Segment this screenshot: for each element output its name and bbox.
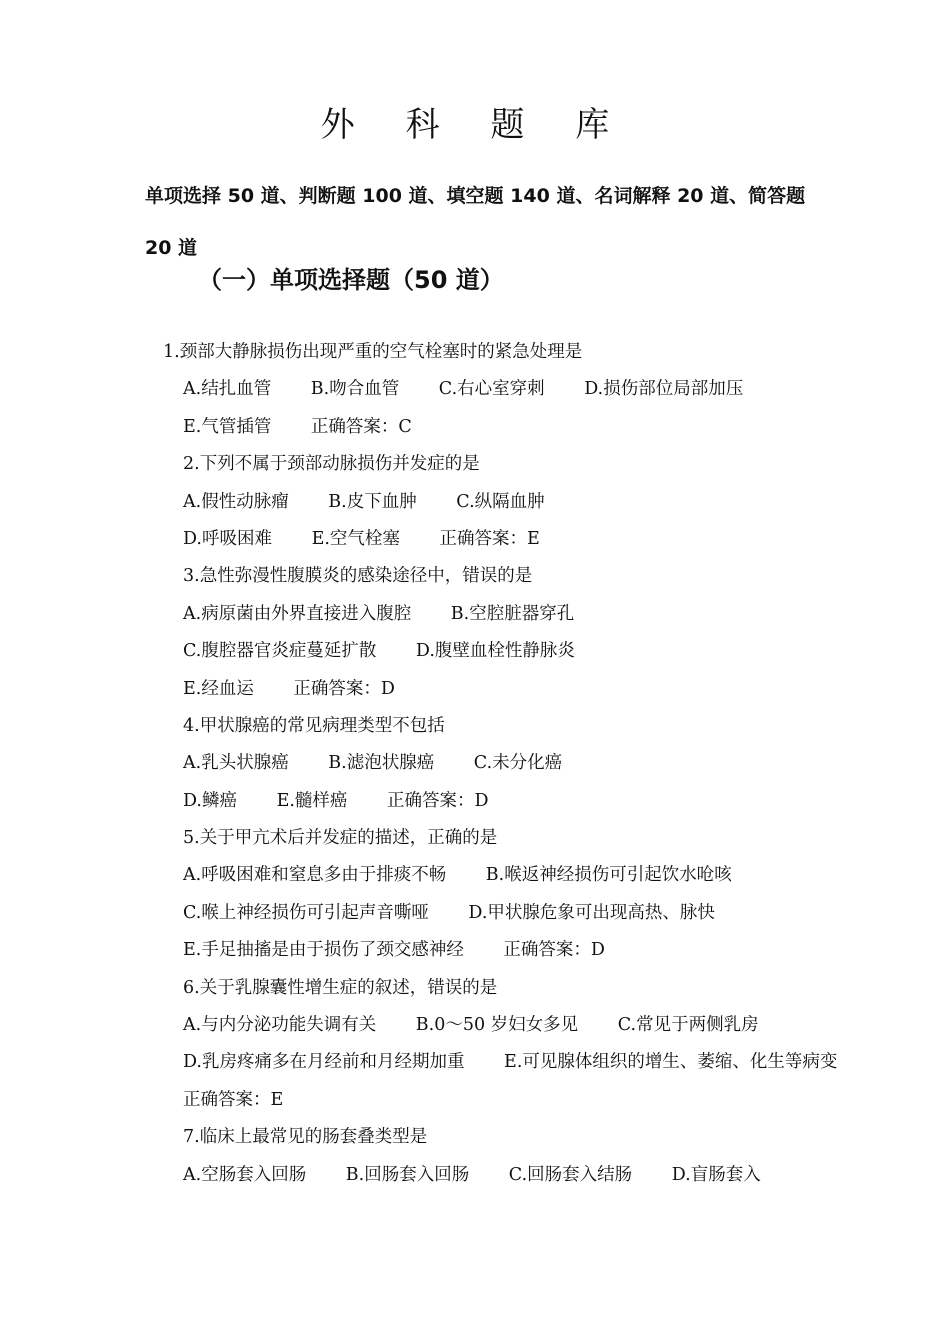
question-stem: 6.关于乳腺囊性增生症的叙述，错误的是	[183, 977, 498, 998]
option: C.回肠套入结肠	[508, 1164, 633, 1185]
option-line	[145, 932, 815, 969]
option: E.手足抽搐是由于损伤了颈交感神经	[183, 940, 464, 961]
question-list	[145, 334, 838, 1194]
option: E.空气栓塞	[311, 528, 400, 549]
option: D.甲状腺危象可出现高热、脉快	[468, 902, 715, 923]
option: E.气管插管	[183, 416, 272, 437]
question-stem: 4.甲状腺癌的常见病理类型不包括	[183, 715, 445, 736]
option: C.右心室穿刺	[438, 379, 545, 400]
option: C.腹腔器官炎症蔓延扩散	[183, 641, 377, 662]
option-line	[145, 633, 815, 670]
answer: 正确答案：D	[386, 790, 489, 811]
option: C.未分化癌	[473, 753, 563, 774]
option: D.腹壁血栓性静脉炎	[415, 641, 575, 662]
option: D.呼吸困难	[183, 528, 272, 549]
answer: 正确答案：D	[503, 940, 605, 961]
option: B.回肠套入回肠	[345, 1164, 470, 1185]
option: A.假性动脉瘤	[183, 491, 289, 512]
option: B.喉返神经损伤可引起饮水呛咳	[485, 865, 732, 886]
option: C.喉上神经损伤可引起声音嘶哑	[183, 902, 429, 923]
option: E.经血运	[183, 678, 254, 699]
option: D.鳞癌	[183, 790, 237, 811]
answer: 正确答案：E	[439, 528, 540, 549]
option: A.空肠套入回肠	[183, 1164, 307, 1185]
option: C.纵隔血肿	[456, 491, 545, 512]
option: D.盲肠套入	[671, 1164, 761, 1185]
option: E.髓样癌	[276, 790, 348, 811]
question-stem: 3.急性弥漫性腹膜炎的感染途径中，错误的是	[183, 566, 533, 587]
option-line	[145, 596, 815, 633]
option: A.病原菌由外界直接进入腹腔	[183, 603, 412, 624]
option-line	[145, 1157, 815, 1194]
option: A.呼吸困难和窒息多由于排痰不畅	[183, 865, 447, 886]
option-line	[145, 1007, 815, 1044]
option: A.与内分泌功能失调有关	[183, 1015, 377, 1036]
option: A.结扎血管	[183, 379, 272, 400]
option: D.乳房疼痛多在月经前和月经期加重	[183, 1052, 465, 1073]
question-stem: 5.关于甲亢术后并发症的描述，正确的是	[183, 828, 498, 849]
option-line	[145, 521, 815, 558]
option: D.损伤部位局部加压	[584, 379, 744, 400]
option-line	[145, 671, 815, 708]
section-title: （一）单项选择题（50 道）	[198, 266, 504, 294]
option: B.吻合血管	[310, 379, 400, 400]
question-stem: 1.颈部大静脉损伤出现严重的空气栓塞时的紧急处理是	[163, 342, 583, 362]
answer: 正确答案：E	[183, 1089, 284, 1110]
option-line	[145, 1082, 815, 1119]
option-line	[145, 783, 815, 820]
question-stem: 2.下列不属于颈部动脉损伤并发症的是	[183, 454, 480, 475]
option-line	[145, 1044, 838, 1081]
option-line	[145, 371, 815, 408]
document-title: 外 科 题 库	[320, 105, 630, 145]
option: B.空腔脏器穿孔	[450, 603, 575, 624]
option-line	[145, 857, 815, 894]
option: A.乳头状腺癌	[183, 753, 289, 774]
option: B.皮下血肿	[328, 491, 417, 512]
answer: 正确答案：C	[310, 416, 412, 437]
option-line	[145, 745, 815, 782]
question-summary: 单项选择 50 道、判断题 100 道、填空题 140 道、名词解释 20 道、简答题 20 道	[145, 185, 806, 259]
question-stem: 7.临床上最常见的肠套叠类型是	[183, 1127, 428, 1148]
option: B.滤泡状腺癌	[328, 753, 435, 774]
option: E.可见腺体组织的增生、萎缩、化生等病变	[504, 1052, 838, 1073]
option-line	[145, 484, 815, 521]
answer: 正确答案：D	[293, 678, 395, 699]
option: C.常见于两侧乳房	[617, 1015, 759, 1036]
option-line	[145, 895, 815, 932]
option: B.0～50 岁妇女多见	[415, 1015, 579, 1036]
option-line	[145, 409, 815, 446]
